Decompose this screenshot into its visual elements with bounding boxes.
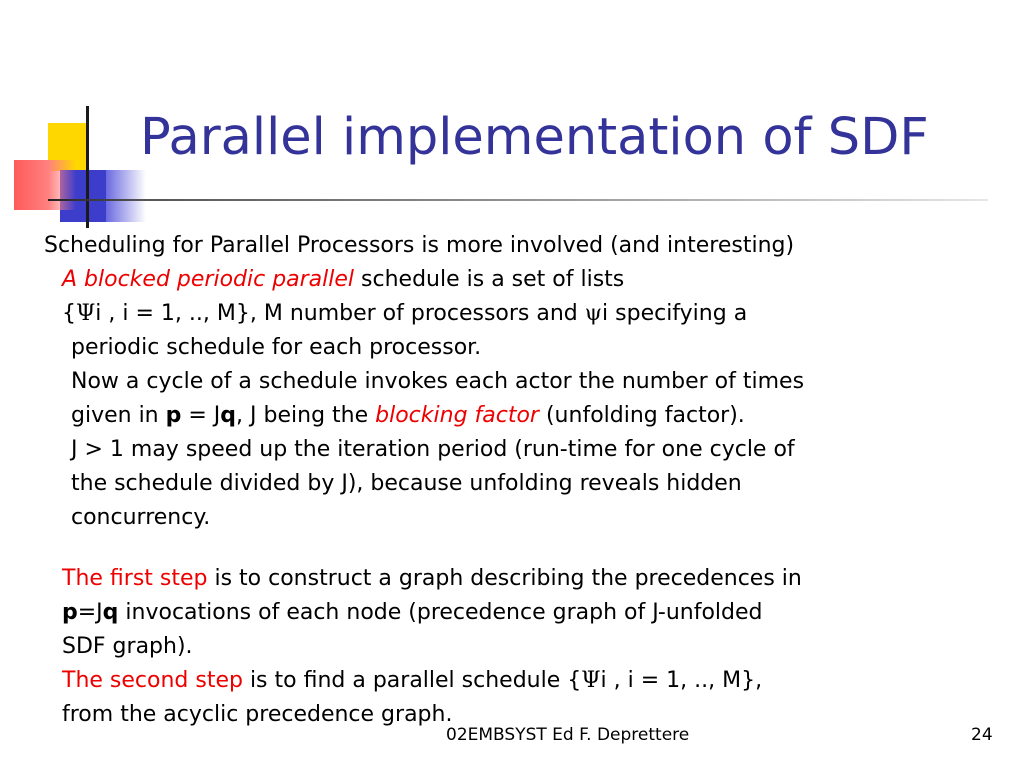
body-line-8: the schedule divided by J), because unfolding reveals hidden [71,471,742,496]
body-line-3: {Ψi , i = 1, .., M}, M number of processors and ψi specifying a [62,301,748,326]
decor-red-square [14,160,76,210]
title-underline [48,199,988,201]
body-line-5: Now a cycle of a schedule invokes each actor the number of times [71,369,805,394]
body-line-9: concurrency. [71,505,211,530]
psi-upper-symbol: Ψ [581,668,601,693]
second-step-term: The second step [62,668,243,693]
body-line-6: given in p = Jq, J being the blocking factor (unfolding factor). [71,403,745,428]
decor-blue-fade [106,170,146,222]
psi-lower-symbol: ψ [584,301,603,326]
body-line-13: The second step is to find a parallel schedule {Ψi , i = 1, .., M}, [62,668,763,693]
footer-text: 02EMBSYST Ed F. Deprettere [446,725,690,745]
blocking-factor-term: blocking factor [375,403,539,428]
decor-vertical-line [86,106,89,228]
body-line-4: periodic schedule for each processor. [71,335,482,360]
slide-title: Parallel implementation of SDF [140,108,929,167]
body-line-14: from the acyclic precedence graph. [62,702,453,727]
page-number: 24 [971,725,993,745]
body-line-11: p=Jq invocations of each node (precedence graph of J-unfolded [62,600,763,625]
body-line-2: A blocked periodic parallel schedule is a set of lists [62,267,625,292]
body-line-12: SDF graph). [62,634,193,659]
body-line-1: Scheduling for Parallel Processors is more involved (and interesting) [44,233,795,258]
first-step-term: The first step [62,566,208,591]
blocked-periodic-parallel-term: A blocked periodic parallel [62,267,355,292]
psi-upper-symbol: Ψ [76,301,96,326]
body-line-10: The first step is to construct a graph describing the precedences in [62,566,802,591]
body-line-7: J > 1 may speed up the iteration period (run-time for one cycle of [71,437,795,462]
